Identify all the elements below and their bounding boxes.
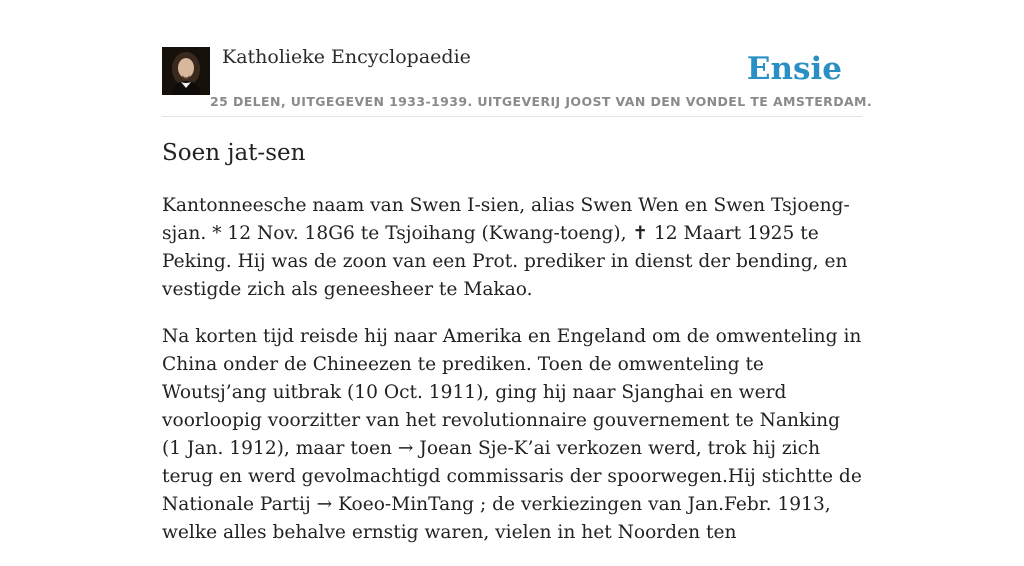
article-title: Soen jat-sen — [162, 140, 306, 166]
article-paragraph: Kantonneesche naam van Swen I-sien, alias Swen Wen en Swen Tsjoeng-sjan. * 12 Nov. 18G6 te Tsjoihang (Kwang-toeng), ✝ 12 Maart 1925 te Peking. Hij was de zoon van een Prot. prediker in dienst der bending, en vestigde zich als geneesheer te Makao. — [162, 195, 850, 300]
article-paragraph: Na korten tijd reisde hij naar Amerika en Engeland om de omwenteling in China onder de Chineezen te prediken. Toen de omwenteling te Woutsj’ang uitbrak (10 Oct. 1911), ging hij naar Sjanghai en werd voorloopig voorzitter van het revolutionnaire gouvernement te Nanking (1 Jan. 1912), maar toen → Joean Sje-K’ai verkozen werd, trok hij zich terug en werd gevolmachtigd commissaris der spoorwegen.Hij stichtte de Nationale Partij → Koeo-MinTang ; de verkiezingen van Jan.Febr. 1913, welke alles behalve ernstig waren, vielen in het Noorden ten — [162, 326, 862, 543]
ensie-logo-link[interactable]: Ensie — [746, 51, 842, 87]
page — [162, 0, 873, 543]
publication-subtitle: 25 DELEN, UITGEGEVEN 1933-1939. UITGEVERIJ JOOST VAN DEN VONDEL TE AMSTERDAM. — [210, 94, 873, 109]
article-body — [162, 192, 862, 566]
site-header — [162, 0, 873, 117]
portrait-avatar-icon[interactable] — [162, 47, 210, 95]
site-title[interactable]: Katholieke Encyclopaedie — [222, 46, 471, 68]
